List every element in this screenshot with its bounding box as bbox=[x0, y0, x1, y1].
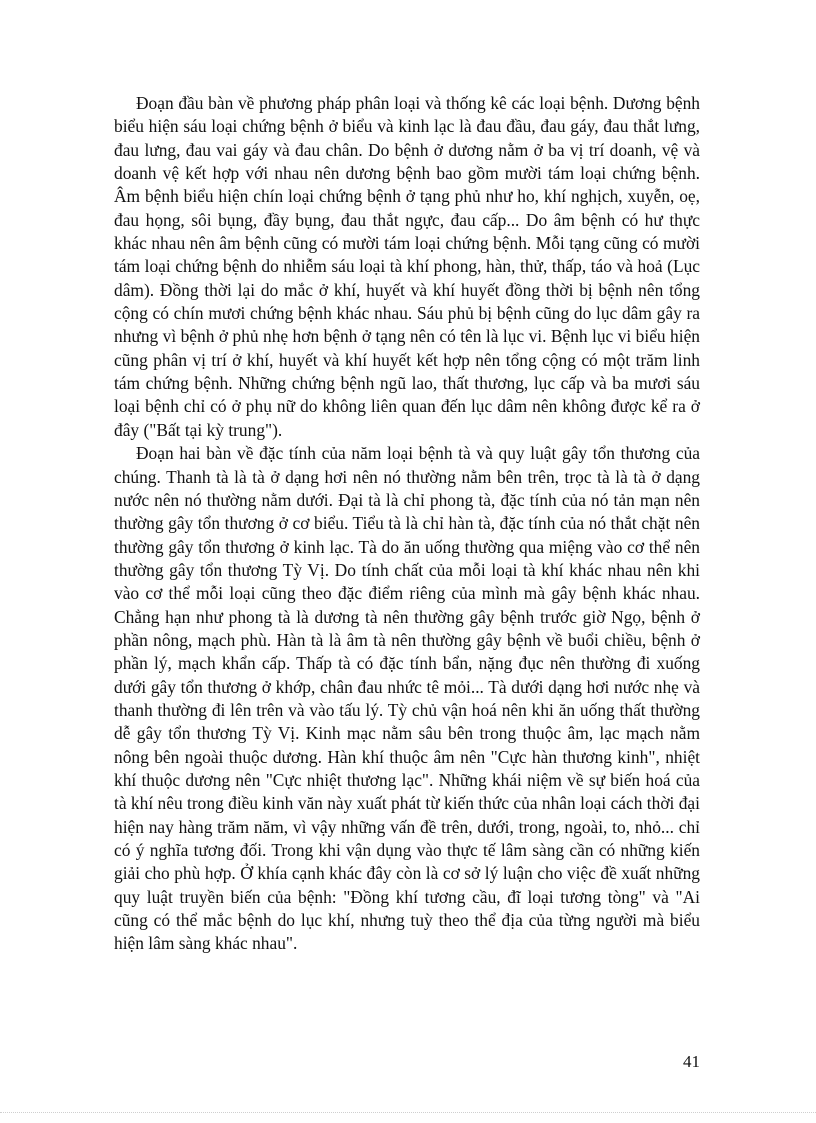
page-number: 41 bbox=[683, 1052, 700, 1071]
page-bottom-divider bbox=[0, 1112, 816, 1113]
paragraph-1: Đoạn đầu bàn về phương pháp phân loại và thống kê các loại bệnh. Dương bệnh biểu hiện sáu loại chứng bệnh ở biểu và kinh lạc là đau đầu, đau gáy, đau thắt lưng, đau lưng, đau vai gáy và đau chân. Do bệnh ở dương nằm ở ba vị trí doanh, vệ và doanh vệ kết hợp với nhau nên dương bệnh bao gồm mười tám loại chứng bệnh. Âm bệnh biểu hiện chín loại chứng bệnh ở tạng phủ như ho, khí nghịch, xuyễn, oẹ, đau họng, sôi bụng, đầy bụng, đau thắt ngực, đau cấp... Do âm bệnh có hư thực khác nhau nên âm bệnh cũng có mười tám loại chứng bệnh. Mỗi tạng cũng có mười tám loại chứng bệnh do nhiễm sáu loại tà khí phong, hàn, thử, thấp, táo và hoả (Lục dâm). Đồng thời lại do mắc ở khí, huyết và khí huyết đồng thời bị bệnh nên tổng cộng có chín mươi chứng bệnh khác nhau. Sáu phủ bị bệnh cũng do lục dâm gây ra nhưng vì bệnh ở phủ nhẹ hơn bệnh ở tạng nên có tên là lục vi. Bệnh lục vi biểu hiện cũng phân vị trí ở khí, huyết và khí huyết kết hợp nên tổng cộng có một trăm linh tám chứng bệnh. Những chứng bệnh ngũ lao, thất thương, lục cấp và ba mươi sáu loại bệnh chỉ có ở phụ nữ do không liên quan đến lục dâm nên không được kể ra ở đây ("Bất tại kỳ trung"). bbox=[114, 93, 700, 440]
paragraph-2: Đoạn hai bàn về đặc tính của năm loại bệnh tà và quy luật gây tổn thương của chúng. Thanh tà là tà ở dạng hơi nên nó thường nằm bên trên, trọc tà là tà ở dạng nước nên nó thường nằm dưới. Đại tà là chỉ phong tà, đặc tính của nó tản mạn nên thường gây tổn thương ở cơ biểu. Tiểu tà là chỉ hàn tà, đặc tính của nó thắt chặt nên thường gây tổn thương ở kinh lạc. Tà do ăn uống thường qua miệng vào cơ thể nên thường gây tổn thương Tỳ Vị. Do tính chất của mỗi loại tà khí khác nhau nên khi vào cơ thể mỗi loại cũng theo đặc điểm riêng của mình mà gây bệnh khác nhau. Chẳng hạn như phong tà là dương tà nên thường gây bệnh trước giờ Ngọ, bệnh ở phần nông, mạch phù. Hàn tà là âm tà nên thường gây bệnh về buổi chiều, bệnh ở phần lý, mạch khẩn cấp. Thấp tà có đặc tính bẩn, nặng đục nên thường đi xuống dưới gây tổn thương ở khớp, chân đau nhức tê mỏi... Tà dưới dạng hơi nước nhẹ và thanh thường đi lên trên và vào tấu lý. Tỳ chủ vận hoá nên khi ăn uống thất thường dễ gây tổn thương Tỳ Vị. Kinh mạc nằm sâu bên trong thuộc âm, lạc mạch nằm nông bên ngoài thuộc dương. Hàn khí thuộc âm nên "Cực hàn thương kinh", nhiệt khí thuộc dương nên "Cực nhiệt thương lạc". Những khái niệm về sự biến hoá của tà khí nêu trong điều kinh văn này xuất phát từ kiến thức của nhân loại cách thời đại hiện nay hàng trăm năm, vì vậy những vấn đề trên, dưới, trong, ngoài, to, nhỏ... chỉ có ý nghĩa tương đối. Trong khi vận dụng vào thực tế lâm sàng cần có những kiến giải cho phù hợp. Ở khía cạnh khác đây còn là cơ sở lý luận cho việc đề xuất những quy luật truyền biến của bệnh: "Đồng khí tương cầu, đĩ loại tương tòng" và "Ai cũng có thể mắc bệnh do lục khí, nhưng tuỳ theo thể địa của từng người mà biểu hiện lâm sàng khác nhau". bbox=[114, 443, 700, 954]
body-text bbox=[114, 92, 700, 956]
